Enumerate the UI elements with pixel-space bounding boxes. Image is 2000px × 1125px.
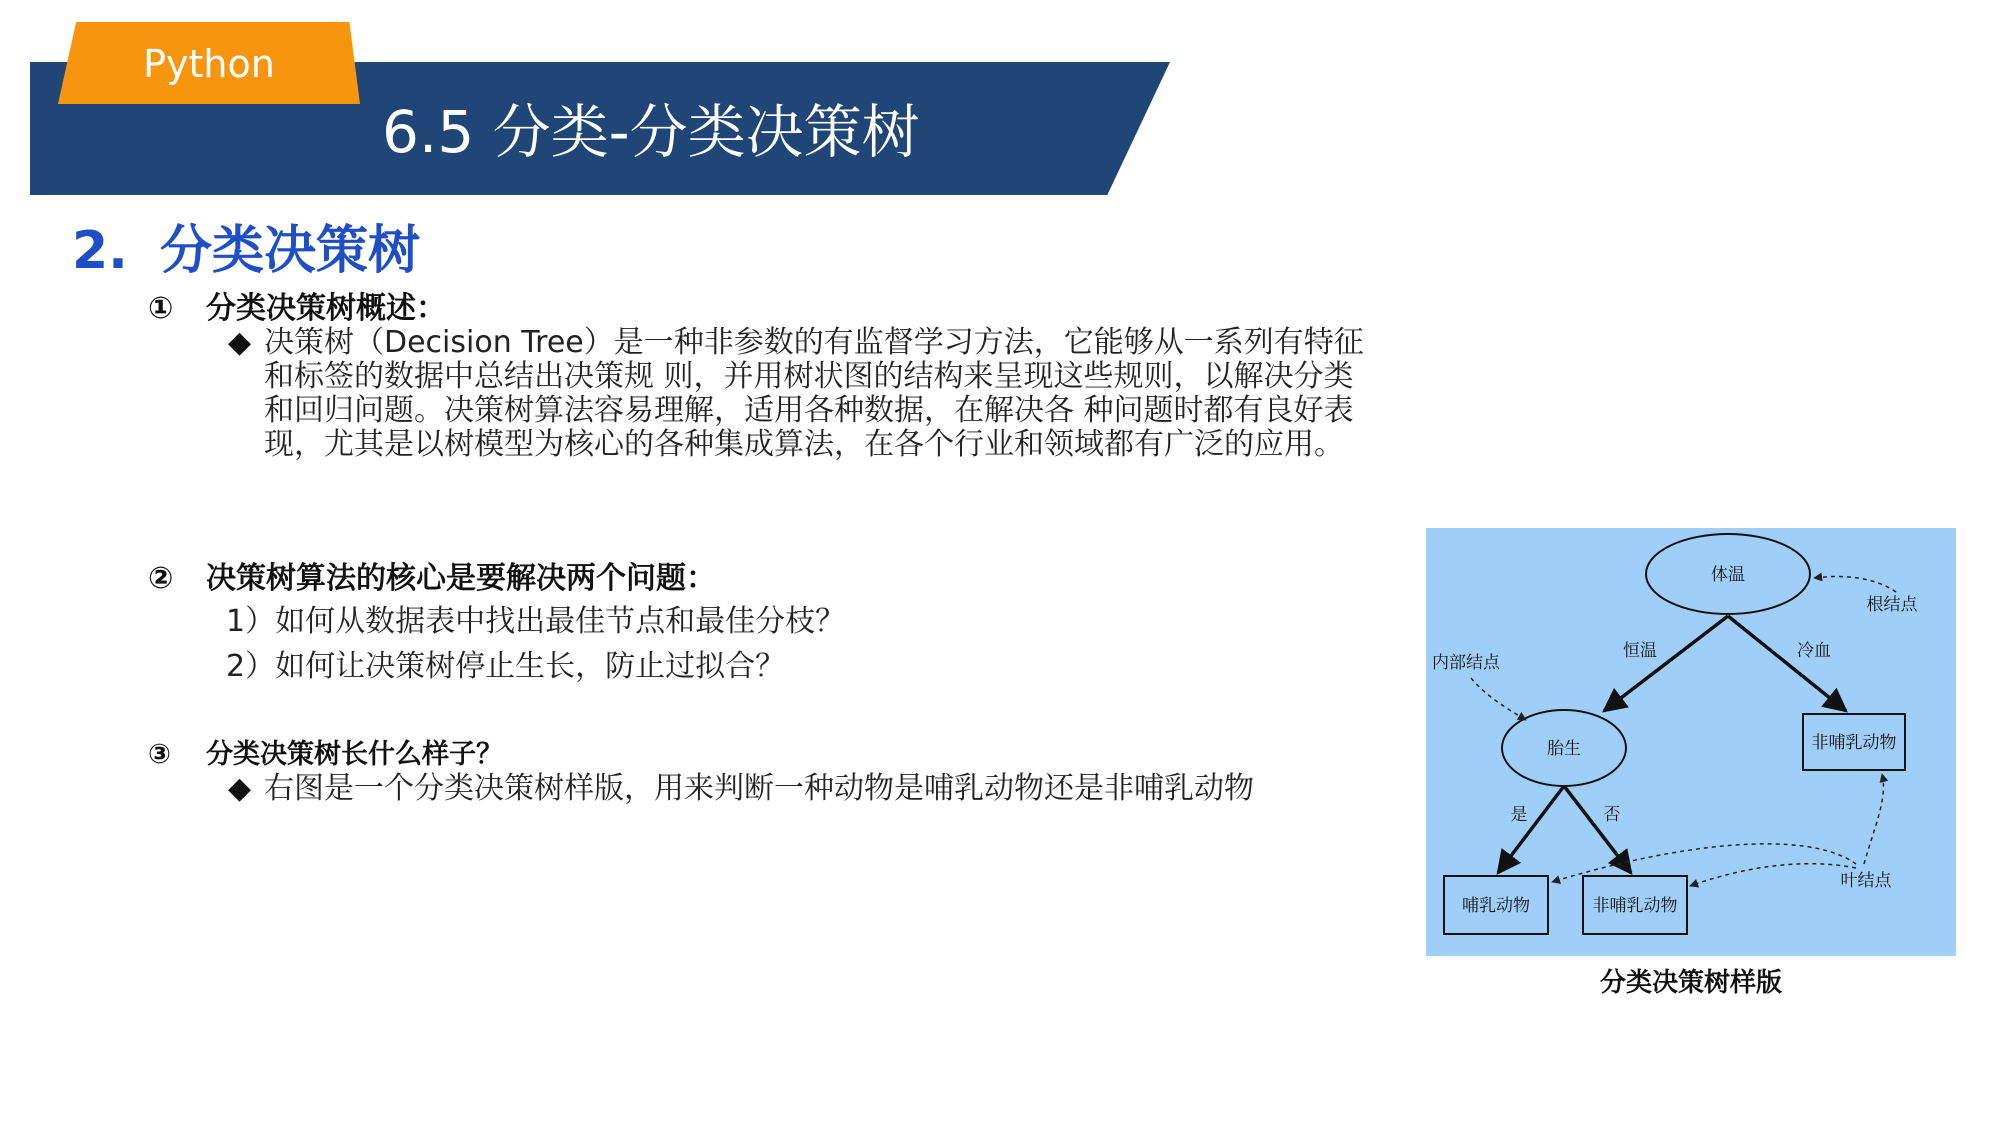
subsection-core-problems-heading — [148, 553, 716, 597]
diamond-bullet-icon: ◆ — [228, 771, 252, 806]
section-heading — [72, 208, 420, 283]
internal-node-label: 胎生 — [1547, 739, 1581, 759]
edge-cold — [1728, 616, 1846, 711]
edge-no — [1564, 786, 1631, 873]
core-problem-item: 1）如何从数据表中找出最佳节点和最佳分枝？ — [226, 604, 846, 639]
overview-paragraph — [228, 326, 1368, 501]
annotation-leaf-node: 叶结点 — [1840, 871, 1892, 891]
leaf-node-label: 哺乳动物 — [1462, 896, 1530, 916]
subsection-overview-heading — [148, 283, 446, 327]
subsection-title: 分类决策树长什么样子？ — [206, 739, 503, 770]
diamond-bullet-icon: ◆ — [228, 325, 252, 360]
section-title: 分类决策树 — [159, 221, 420, 281]
section-number: 2. — [72, 221, 128, 281]
annotation-internal-pointer — [1471, 678, 1526, 720]
decision-tree-figure — [1426, 528, 1956, 956]
core-problem-item: 2）如何让决策树停止生长，防止过拟合？ — [226, 649, 786, 684]
subsection-marker: ③ — [148, 739, 171, 770]
subsection-title: 决策树算法的核心是要解决两个问题： — [206, 561, 716, 596]
subsection-marker: ② — [148, 561, 174, 596]
appearance-paragraph — [228, 772, 1368, 812]
python-tab-label: Python — [143, 42, 275, 86]
subsection-appearance-heading — [148, 732, 503, 771]
subsection-marker: ① — [148, 291, 174, 326]
page-title: 6.5 分类-分类决策树 — [382, 98, 920, 166]
annotation-root-pointer — [1814, 577, 1896, 592]
annotation-leaf-pointer-nonmammal — [1690, 864, 1856, 886]
edge-label-yes: 是 — [1510, 805, 1528, 825]
edge-label-cold: 冷血 — [1797, 641, 1831, 661]
edge-label-no: 否 — [1603, 805, 1621, 825]
appearance-text: 右图是一个分类决策树样版，用来判断一种动物是哺乳动物还是非哺乳动物 — [264, 771, 1254, 806]
leaf-node-label: 非哺乳动物 — [1811, 733, 1897, 753]
decision-tree-diagram — [1426, 528, 1956, 956]
edge-label-warm: 恒温 — [1623, 641, 1657, 661]
figure-caption: 分类决策树样版 — [1599, 968, 1782, 998]
leaf-node-label: 非哺乳动物 — [1592, 896, 1678, 916]
overview-text: 决策树（Decision Tree）是一种非参数的有监督学习方法，它能够从一系列有特征和标签的数据中总结出决策规 则，并用树状图的结构来呈现这些规则，以解决分类和回归问题。决策树算法容易理解，适用各种数据，在解决各 种问题时都有良好表现，尤其是以树模型为核心的各种集成算法，在各个行业和领域都有广泛的应用。 — [264, 325, 1364, 462]
annotation-leaf-pointer-right — [1864, 774, 1883, 864]
edge-yes — [1498, 786, 1564, 873]
subsection-title: 分类决策树概述： — [206, 291, 446, 326]
edge-warm — [1604, 616, 1728, 711]
annotation-root-node: 根结点 — [1866, 595, 1918, 615]
annotation-internal-node: 内部结点 — [1432, 653, 1500, 673]
root-node-label: 体温 — [1711, 565, 1745, 585]
